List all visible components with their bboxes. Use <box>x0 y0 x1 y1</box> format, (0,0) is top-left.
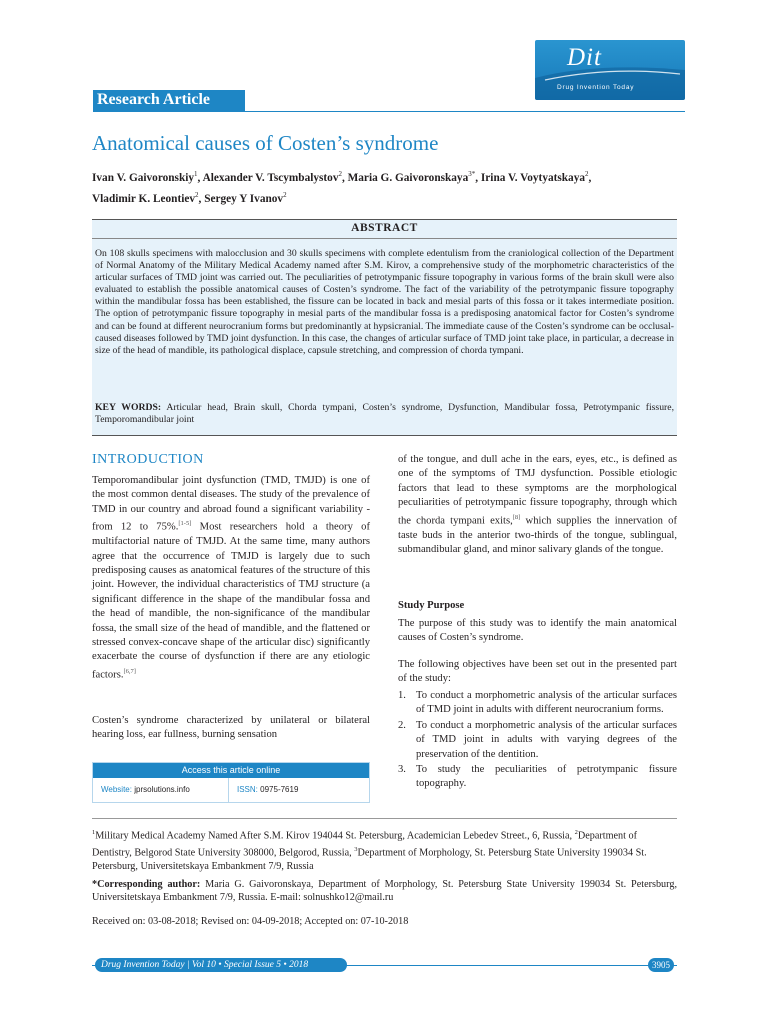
corresponding-author-text: Maria G. Gaivoronskaya, Department of Morphology, St. Petersburg State University 199034 St. Petersburg, Universitetskaya Embankment 7/9, Russia. E-mail: solnushko12@mail.ru <box>92 879 677 904</box>
affiliation-text: Department of Dentistry, Belgorod State University 308000, Belgorod, Russia, <box>92 830 637 859</box>
author-affiliation-mark: 2 <box>283 190 287 199</box>
affiliations <box>92 826 677 873</box>
abstract-text: On 108 skulls specimens with malocclusion and 30 skulls specimens with complete edentulism from the craniological collection of the Department of Normal Anatomy of the Military Medical Academy named after S.M. Kirov, a comprehensive study of the morphometric characteristics of the articular surfaces of TMD joint was carried out. The peculiarities of petrotympanic fissure topography in various forms of the brain skull were also evaluated to establish the possible anatomical causes of Costen’s syndrome. The fact of the variability of the petrotympanic fissure topography within the mandibular fossa has been established, the fissure can be located in back and mesial parts of this fossa or it takes intermediate position. The option of petrotympanic fissure topography in mesial parts of the mandibular fossa is a predisposing anatomical factor for Costen’s syndrome and can be found at different neurocranium forms but predominantly at hypsicranial. The immediate cause of the Costen’s syndrome can be occlusal-caused diseases followed by TMD joint dysfunction. In this case, the changes of articular surface of TMD joint take place, in particular, a decrease in size of the head of mandible, its pathological displace, capsule stretching, and compression of chorda tympani. <box>95 248 674 356</box>
citation-ref[interactable]: [1-5] <box>178 520 192 528</box>
logo-wordmark: Dit <box>567 44 602 71</box>
section-heading-study-purpose: Study Purpose <box>398 600 465 611</box>
keywords <box>95 402 674 426</box>
page-footer <box>92 958 677 972</box>
affiliation-text: Military Medical Academy Named After S.M. Kirov 194044 St. Petersburg, Academician Lebedev Street., 6, Russia, <box>95 830 573 842</box>
access-online-box <box>92 762 370 803</box>
abstract-rule <box>92 238 677 239</box>
issn-label: ISSN: <box>237 785 258 794</box>
article-title: Anatomical causes of Costen’s syndrome <box>92 131 439 155</box>
author-name: Sergey Y Ivanov <box>204 192 284 205</box>
intro-paragraph-continued <box>398 453 677 557</box>
author-name: Ivan V. Gaivoronskiy <box>92 171 195 184</box>
list-item-number: 1. <box>398 690 406 701</box>
list-item-text: To conduct a morphometric analysis of the articular surfaces of TMD joint in adults with different neurocranium forms. <box>416 690 677 716</box>
citation-ref[interactable]: [6,7] <box>123 667 136 675</box>
author-affiliation-mark: 2 <box>195 190 199 199</box>
article-dates: Received on: 03-08-2018; Revised on: 04-09-2018; Accepted on: 07-10-2018 <box>92 916 409 927</box>
corresponding-author-label: *Corresponding author: <box>92 879 201 890</box>
list-item-text: To study the peculiarities of petrotympanic fissure topography. <box>416 764 677 790</box>
author-affiliation-mark: 3* <box>468 170 476 178</box>
corresponding-author <box>92 878 677 905</box>
intro-paragraph-1 <box>92 474 370 683</box>
website-link[interactable]: jprsolutions.info <box>134 785 190 794</box>
access-issn <box>229 778 369 802</box>
objectives-intro: The following objectives have been set out in the presented part of the study: <box>398 659 677 685</box>
purpose-text: The purpose of this study was to identify the main anatomical causes of Costen’s syndrome. <box>398 618 677 644</box>
issn-value: 0975-7619 <box>260 785 299 794</box>
keywords-label: KEY WORDS: <box>95 402 162 413</box>
intro-text: Most researchers hold a theory of multifactorial nature of TMJD. At the same time, many authors agree that the occurrence of TMJD is largely due to such predisposing causes as anatomical features of the structure of this joint. However, the individual characteristics of TMJ structure (a significant difference in the shape of the mandibular fossa and the head of mandible, the non-significance of the mandibular fossa, the small size of the head of mandible, and the flattened or stressed convex-concave shape of the articular disc) significantly exacerbate the course of dysfunction if there are any etiologic factors. <box>92 521 370 681</box>
access-website <box>93 778 229 802</box>
list-item <box>398 689 677 718</box>
author-affiliation-mark: 2 <box>585 170 589 178</box>
affiliation-mark: 2 <box>574 829 578 836</box>
intro-paragraph-2: Costen’s syndrome characterized by unilateral or bilateral hearing loss, ear fullness, burning sensation <box>92 715 370 741</box>
footer-citation: Drug Invention Today | Vol 10 • Special Issue 5 • 2018 <box>95 958 347 972</box>
keywords-list: Articular head, Brain skull, Chorda tympani, Costen’s syndrome, Dysfunction, Mandibular fossa, Petrotympanic fissure, Temporomandibular joint <box>95 402 674 426</box>
header-rule <box>245 111 685 112</box>
author-name: Alexander V. Tscymbalystov <box>202 171 339 184</box>
article-type-badge: Research Article <box>93 90 245 112</box>
objectives-list <box>398 689 677 793</box>
intro-text: Temporomandibular joint dysfunction (TMD, TMJD) is one of the most common dental diseases. The study of the prevalence of TMD in our country and abroad found a significant variability - from 12 to 75%. <box>92 475 370 533</box>
abstract-box <box>92 219 677 436</box>
list-item-number: 2. <box>398 719 406 731</box>
page-number: 3905 <box>648 958 674 972</box>
section-heading-introduction: INTRODUCTION <box>92 452 204 467</box>
abstract-heading: ABSTRACT <box>351 222 418 234</box>
author-name: Irina V. Voytyatskaya <box>480 171 585 184</box>
affiliations-rule <box>92 818 677 819</box>
author-name: Maria G. Gaivoronskaya <box>347 171 469 184</box>
list-item-number: 3. <box>398 764 406 776</box>
logo-swoosh-icon <box>535 40 685 100</box>
list-item <box>398 763 677 792</box>
affiliation-mark: 1 <box>92 829 96 836</box>
intro-text: which supplies the innervation of taste buds in the anterior two-thirds of the tongue, sublingual, submandibular gland, and minor salivary glands of the tongue. <box>398 515 677 555</box>
citation-ref[interactable]: [8] <box>512 513 521 521</box>
list-item <box>398 719 677 762</box>
author-affiliation-mark: 1 <box>194 170 198 178</box>
author-list: Ivan V. Gaivoronskiy$^1$, Alexander V. Tscymbalystov$^2$, Maria G. Gaivoronskaya$^{3*}$, Irina V. Voytyatskaya$^2$, Vladimir K. Leontiev$^2$, Sergey Y Ivanov$^2$ <box>92 170 592 205</box>
intro-text: of the tongue, and dull ache in the ears, eyes, etc., is defined as one of the symptoms of TMJ dysfunction. Possible etiologic factors that lead to these symptoms are the morphological peculiarities of petrotympanic fissure topography, through which the chorda tympani exits, <box>398 454 677 527</box>
journal-logo <box>535 40 685 100</box>
affiliation-mark: 3 <box>354 845 358 853</box>
list-item-text: To conduct a morphometric analysis of the articular surfaces of TMD joint in adults with varying degrees of the preservation of the dentition. <box>416 719 677 760</box>
logo-subtitle: Drug Invention Today <box>557 84 635 91</box>
author-affiliation-mark: 2 <box>338 170 342 178</box>
access-heading: Access this article online <box>93 763 369 778</box>
affiliation-text: Department of Morphology, St. Petersburg State University 199034 St. Petersburg, Universitetskaya Embankment 7/9, Russia <box>92 847 647 872</box>
author-name: Vladimir K. Leontiev <box>92 192 196 205</box>
website-label: Website: <box>101 785 132 794</box>
